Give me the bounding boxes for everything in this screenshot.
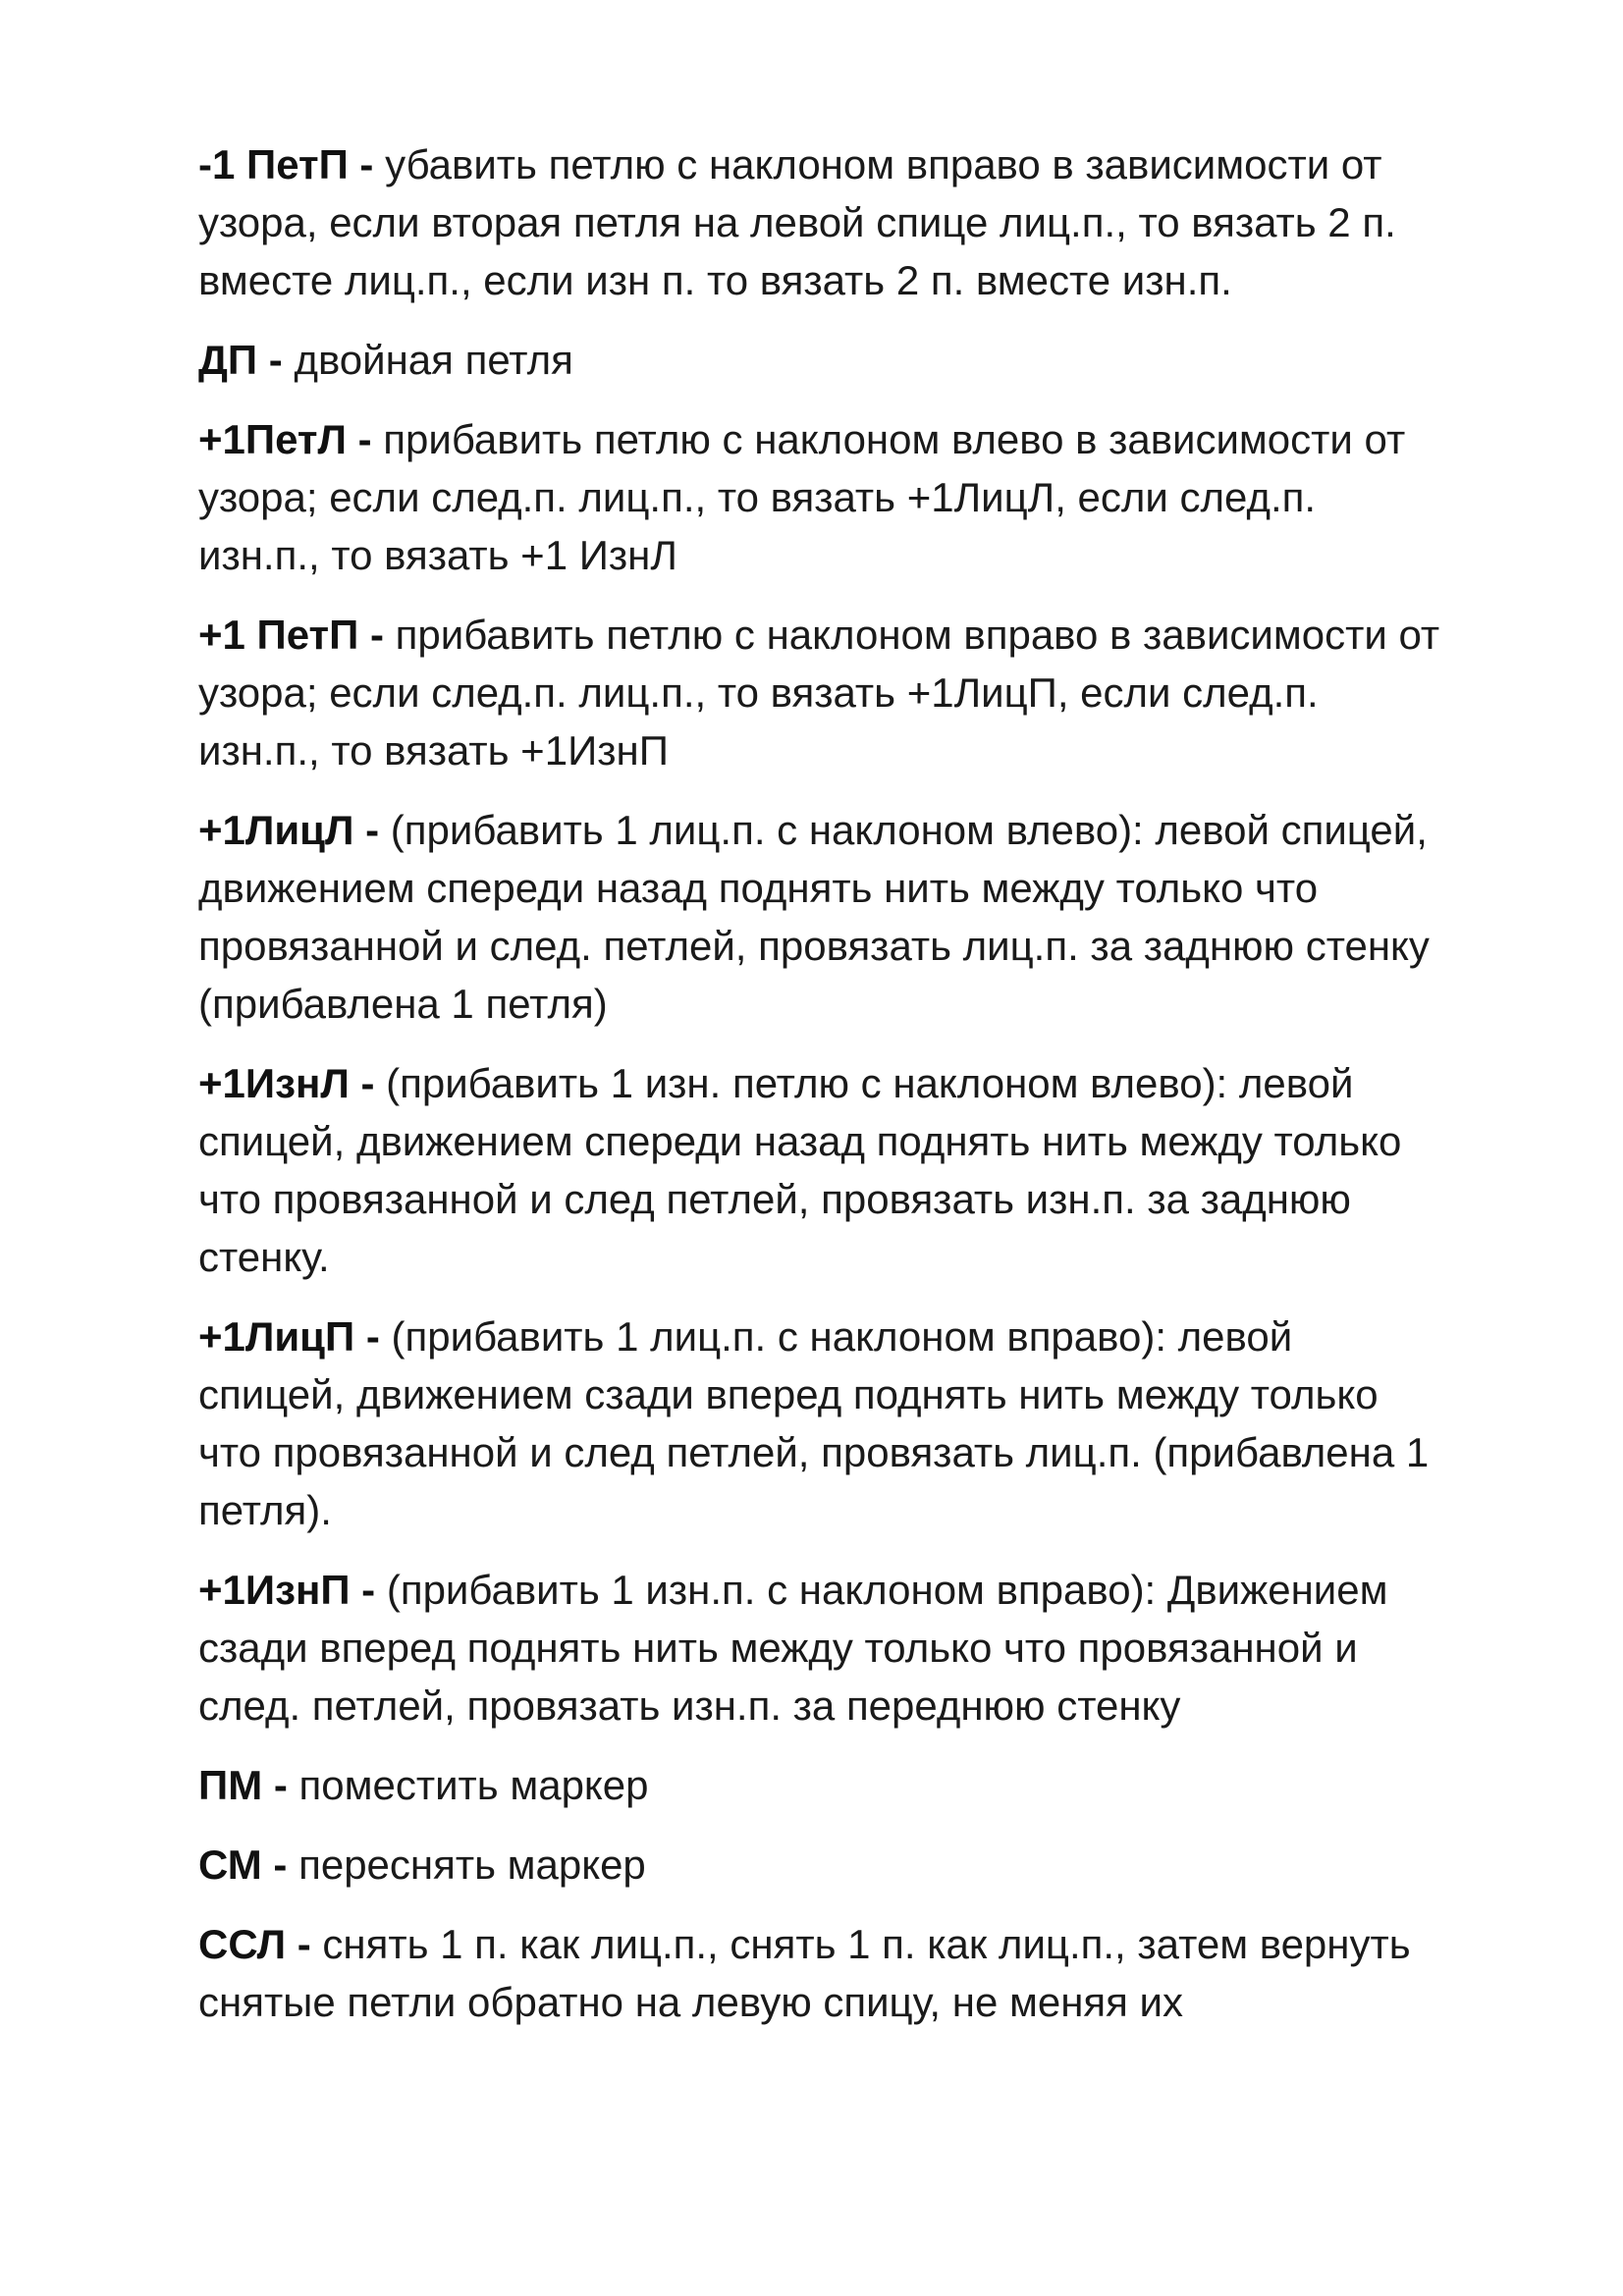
entry-dp: [198, 331, 1445, 389]
entry-definition: прибавить петлю с наклоном влево в зависимости от узора; если след.п. лиц.п., то вязать +1ЛицЛ, если след.п. изн.п., то вязать +1 ИзнЛ: [198, 416, 1406, 578]
entry-plus-1-iznp: [198, 1561, 1445, 1735]
entry-separator: -: [286, 1921, 323, 1967]
entry-definition: двойная петля: [294, 337, 573, 383]
entry-definition: (прибавить 1 изн.п. с наклоном вправо): Движением сзади вперед поднять нить между только что провязанной и след. петлей, провязать изн.п. за переднюю стенку: [198, 1567, 1388, 1729]
entry-definition: снять 1 п. как лиц.п., снять 1 п. как лиц.п., затем вернуть снятые петли обратно на левую спицу, не меняя их: [198, 1921, 1411, 2025]
entry-plus-1-iznl: [198, 1054, 1445, 1286]
entry-minus-1-petp: [198, 135, 1445, 309]
entry-term: ССЛ: [198, 1921, 287, 1967]
entry-definition: поместить маркер: [298, 1762, 649, 1808]
entry-separator: -: [358, 612, 396, 658]
entry-term: +1ИзнЛ: [198, 1060, 350, 1106]
entry-definition: (прибавить 1 изн. петлю с наклоном влево): левой спицей, движением спереди назад поднять нить между только что провязанной и след петлей, провязать изн.п. за заднюю стенку.: [198, 1060, 1402, 1280]
entry-pm: [198, 1756, 1445, 1814]
entry-separator: -: [262, 1762, 299, 1808]
entry-separator: -: [348, 141, 386, 187]
entry-term: +1ЛицП: [198, 1313, 355, 1360]
entry-definition: (прибавить 1 лиц.п. с наклоном вправо): левой спицей, движением сзади вперед поднять нить между только что провязанной и след петлей, провязать лиц.п. (прибавлена 1 петля).: [198, 1313, 1430, 1533]
entry-term: -1 ПетП: [198, 141, 349, 187]
entry-plus-1-petp: [198, 606, 1445, 779]
entry-term: +1ПетЛ: [198, 416, 347, 462]
entry-separator: -: [261, 1842, 299, 1888]
entry-sm: [198, 1836, 1445, 1894]
entry-term: +1ЛицЛ: [198, 807, 354, 853]
entry-separator: -: [346, 416, 384, 462]
entry-plus-1-licl: [198, 801, 1445, 1033]
entry-separator: -: [257, 337, 295, 383]
entry-definition: переснять маркер: [298, 1842, 646, 1888]
entry-separator: -: [350, 1567, 387, 1613]
entry-separator: -: [354, 1313, 392, 1360]
entry-separator: -: [349, 1060, 387, 1106]
entry-definition: (прибавить 1 лиц.п. с наклоном влево): левой спицей, движением спереди назад поднять нить между только что провязанной и след. петлей, провязать лиц.п. за заднюю стенку (прибавлена 1 петля): [198, 807, 1430, 1027]
entry-ssl: [198, 1915, 1445, 2031]
entry-term: ПМ: [198, 1762, 263, 1808]
entry-term: СМ: [198, 1842, 262, 1888]
entry-term: +1ИзнП: [198, 1567, 351, 1613]
entry-definition: убавить петлю с наклоном вправо в зависимости от узора, если вторая петля на левой спице лиц.п., то вязать 2 п. вместе лиц.п., если изн п. то вязать 2 п. вместе изн.п.: [198, 141, 1396, 303]
entry-definition: прибавить петлю с наклоном вправо в зависимости от узора; если след.п. лиц.п., то вязать +1ЛицП, если след.п. изн.п., то вязать +1ИзнП: [198, 612, 1440, 774]
entry-plus-1-licp: [198, 1308, 1445, 1539]
entry-term: +1 ПетП: [198, 612, 359, 658]
entry-separator: -: [353, 807, 391, 853]
abbreviation-list: [198, 135, 1445, 2053]
entry-term: ДП: [198, 337, 258, 383]
entry-plus-1-petl: [198, 410, 1445, 584]
